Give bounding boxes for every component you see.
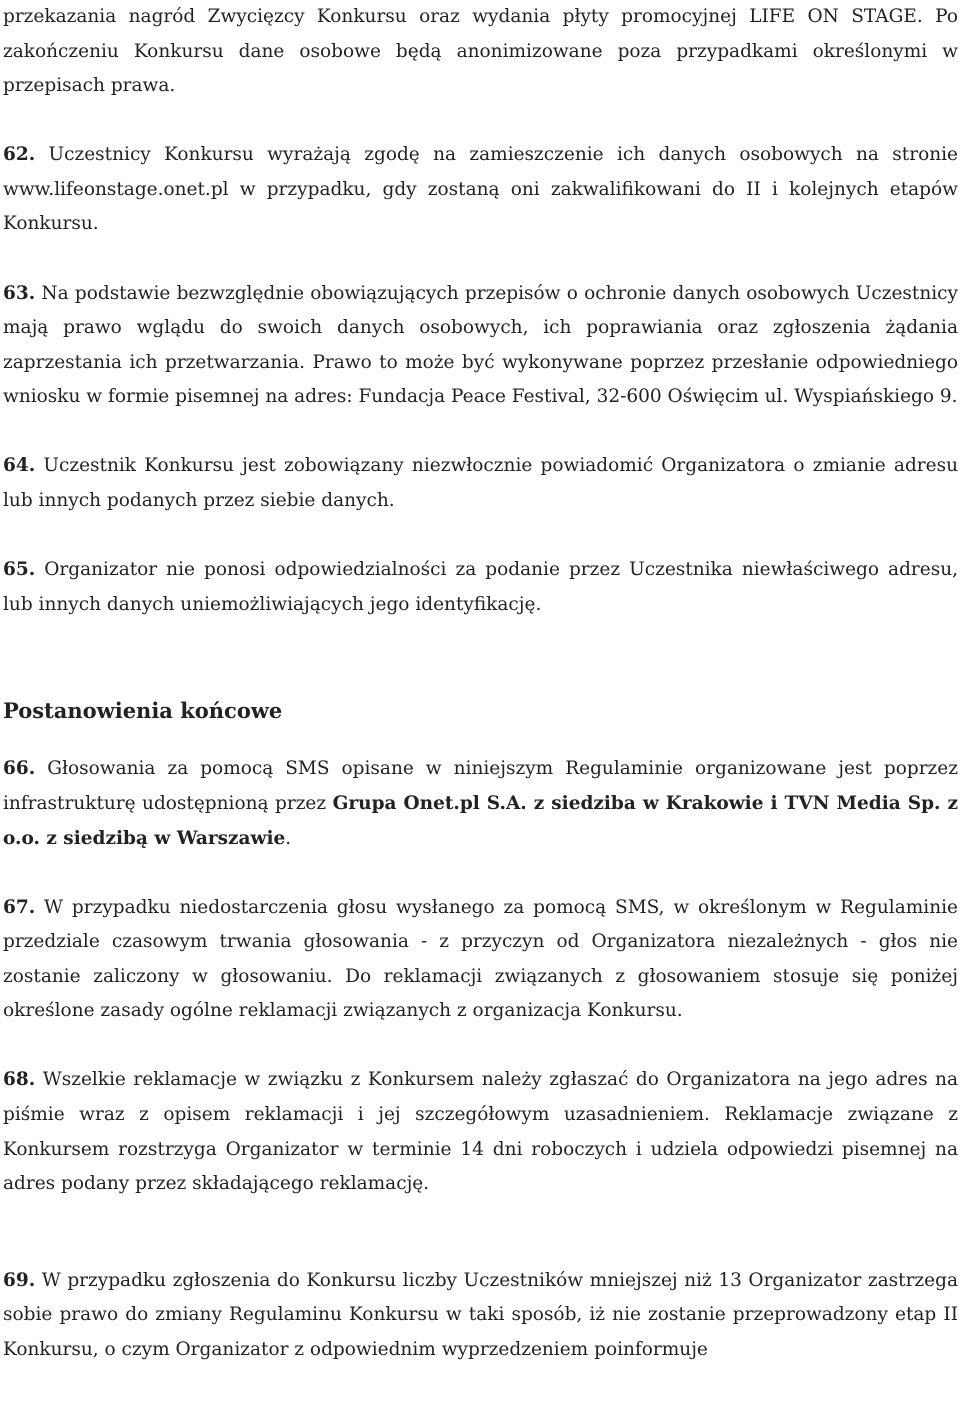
paragraph-gap xyxy=(3,1202,958,1264)
paragraph-number: 62. xyxy=(3,144,36,166)
section-heading: Postanowienia końcowe xyxy=(3,698,283,724)
paragraph-text: Wszelkie reklamacje w związku z Konkursem należy zgłaszać do Organizatora na jego adres na piśmie wraz z opisem reklamacji i jej szczegółowym uzasadnieniem. Reklamacje związane z Konkursem rozstrzyga Organizator w terminie 14 dni roboczych i udziela odpowiedzi pisemnej na adres podany przez składającego reklamację. xyxy=(3,1069,958,1195)
heading-gap xyxy=(3,728,958,752)
paragraph-number: 66. xyxy=(3,758,36,780)
paragraph-gap xyxy=(3,242,958,277)
paragraph-text: Uczestnicy Konkursu wyrażają zgodę na zamieszczenie ich danych osobowych na stronie www.lifeonstage.onet.pl w przypadku, gdy zostaną oni zakwalifikowani do II i kolejnych etapów Konkursu. xyxy=(3,144,958,235)
paragraph-gap xyxy=(3,519,958,554)
document-page xyxy=(3,0,958,1368)
paragraph-number: 67. xyxy=(3,896,36,918)
paragraph-text: Uczestnik Konkursu jest zobowiązany niezwłocznie powiadomić Organizatora o zmianie adresu lub innych podanych przez siebie danych. xyxy=(3,455,958,512)
paragraph-text: W przypadku niedostarczenia głosu wysłanego za pomocą SMS, w określonym w Regulaminie przedziale czasowym trwania głosowania - z przyczyn od Organizatora niezależnych - głos nie zostanie zaliczony w głosowaniu. Do reklamacji związanych z głosowaniem stosuje się poniżej określone zasady ogólne reklamacji związanych z organizacja Konkursu. xyxy=(3,896,958,1022)
paragraph-gap xyxy=(3,415,958,450)
paragraph-gap xyxy=(3,1029,958,1064)
paragraph-gap xyxy=(3,104,958,139)
paragraph-number: 68. xyxy=(3,1069,36,1091)
paragraph-number: 69. xyxy=(3,1269,36,1291)
paragraph-66 xyxy=(3,752,958,856)
paragraph-61-continuation: przekazania nagród Zwycięzcy Konkursu oraz wydania płyty promocyjnej LIFE ON STAGE. Po zakończeniu Konkursu dane osobowe będą anonimizowane poza przypadkami określonymi w przepisach prawa. xyxy=(3,6,958,97)
paragraph-64 xyxy=(3,449,958,518)
paragraph-bold-text: Grupa Onet.pl S.A. z siedziba w Krakowie i TVN Media Sp. z o.o. z siedzibą w Warszawie xyxy=(3,792,958,849)
paragraph-gap xyxy=(3,856,958,891)
paragraph-number: 63. xyxy=(3,282,36,304)
paragraph-62 xyxy=(3,138,958,242)
paragraph-68 xyxy=(3,1063,958,1201)
paragraph-text: Organizator nie ponosi odpowiedzialności za podanie przez Uczestnika niewłaściwego adresu, lub innych danych uniemożliwiających jego identyfikację. xyxy=(3,559,958,615)
paragraph-number: 65. xyxy=(3,559,36,581)
paragraph-69 xyxy=(3,1264,958,1368)
paragraph-text: Na podstawie bezwzględnie obowiązujących przepisów o ochronie danych osobowych Uczestnicy mają prawo wglądu do swoich danych osobowych, ich poprawiania oraz zgłoszenia żądania zaprzestania ich przetwarzania. Prawo to może być wykonywane poprzez przesłanie odpowiedniego wniosku w formie pisemnej na adres: Fundacja Peace Festival, 32-600 Oświęcim ul. Wyspiańskiego 9. xyxy=(3,282,958,408)
section-gap xyxy=(3,622,958,694)
paragraph-65 xyxy=(3,553,958,622)
paragraph-text-end: . xyxy=(285,827,292,849)
paragraph-63 xyxy=(3,277,958,415)
paragraph-67 xyxy=(3,891,958,1029)
paragraph-text: W przypadku zgłoszenia do Konkursu liczby Uczestników mniejszej niż 13 Organizator zastrzega sobie prawo do zmiany Regulaminu Konkursu w taki sposób, iż nie zostanie przeprowadzony etap II Konkursu, o czym Organizator z odpowiednim wyprzedzeniem poinformuje xyxy=(3,1269,958,1361)
paragraph-text: Głosowania za pomocą SMS opisane w niniejszym Regulaminie organizowane jest poprzez infrastrukturę udostępnioną przez xyxy=(3,758,958,814)
paragraph-number: 64. xyxy=(3,455,36,477)
